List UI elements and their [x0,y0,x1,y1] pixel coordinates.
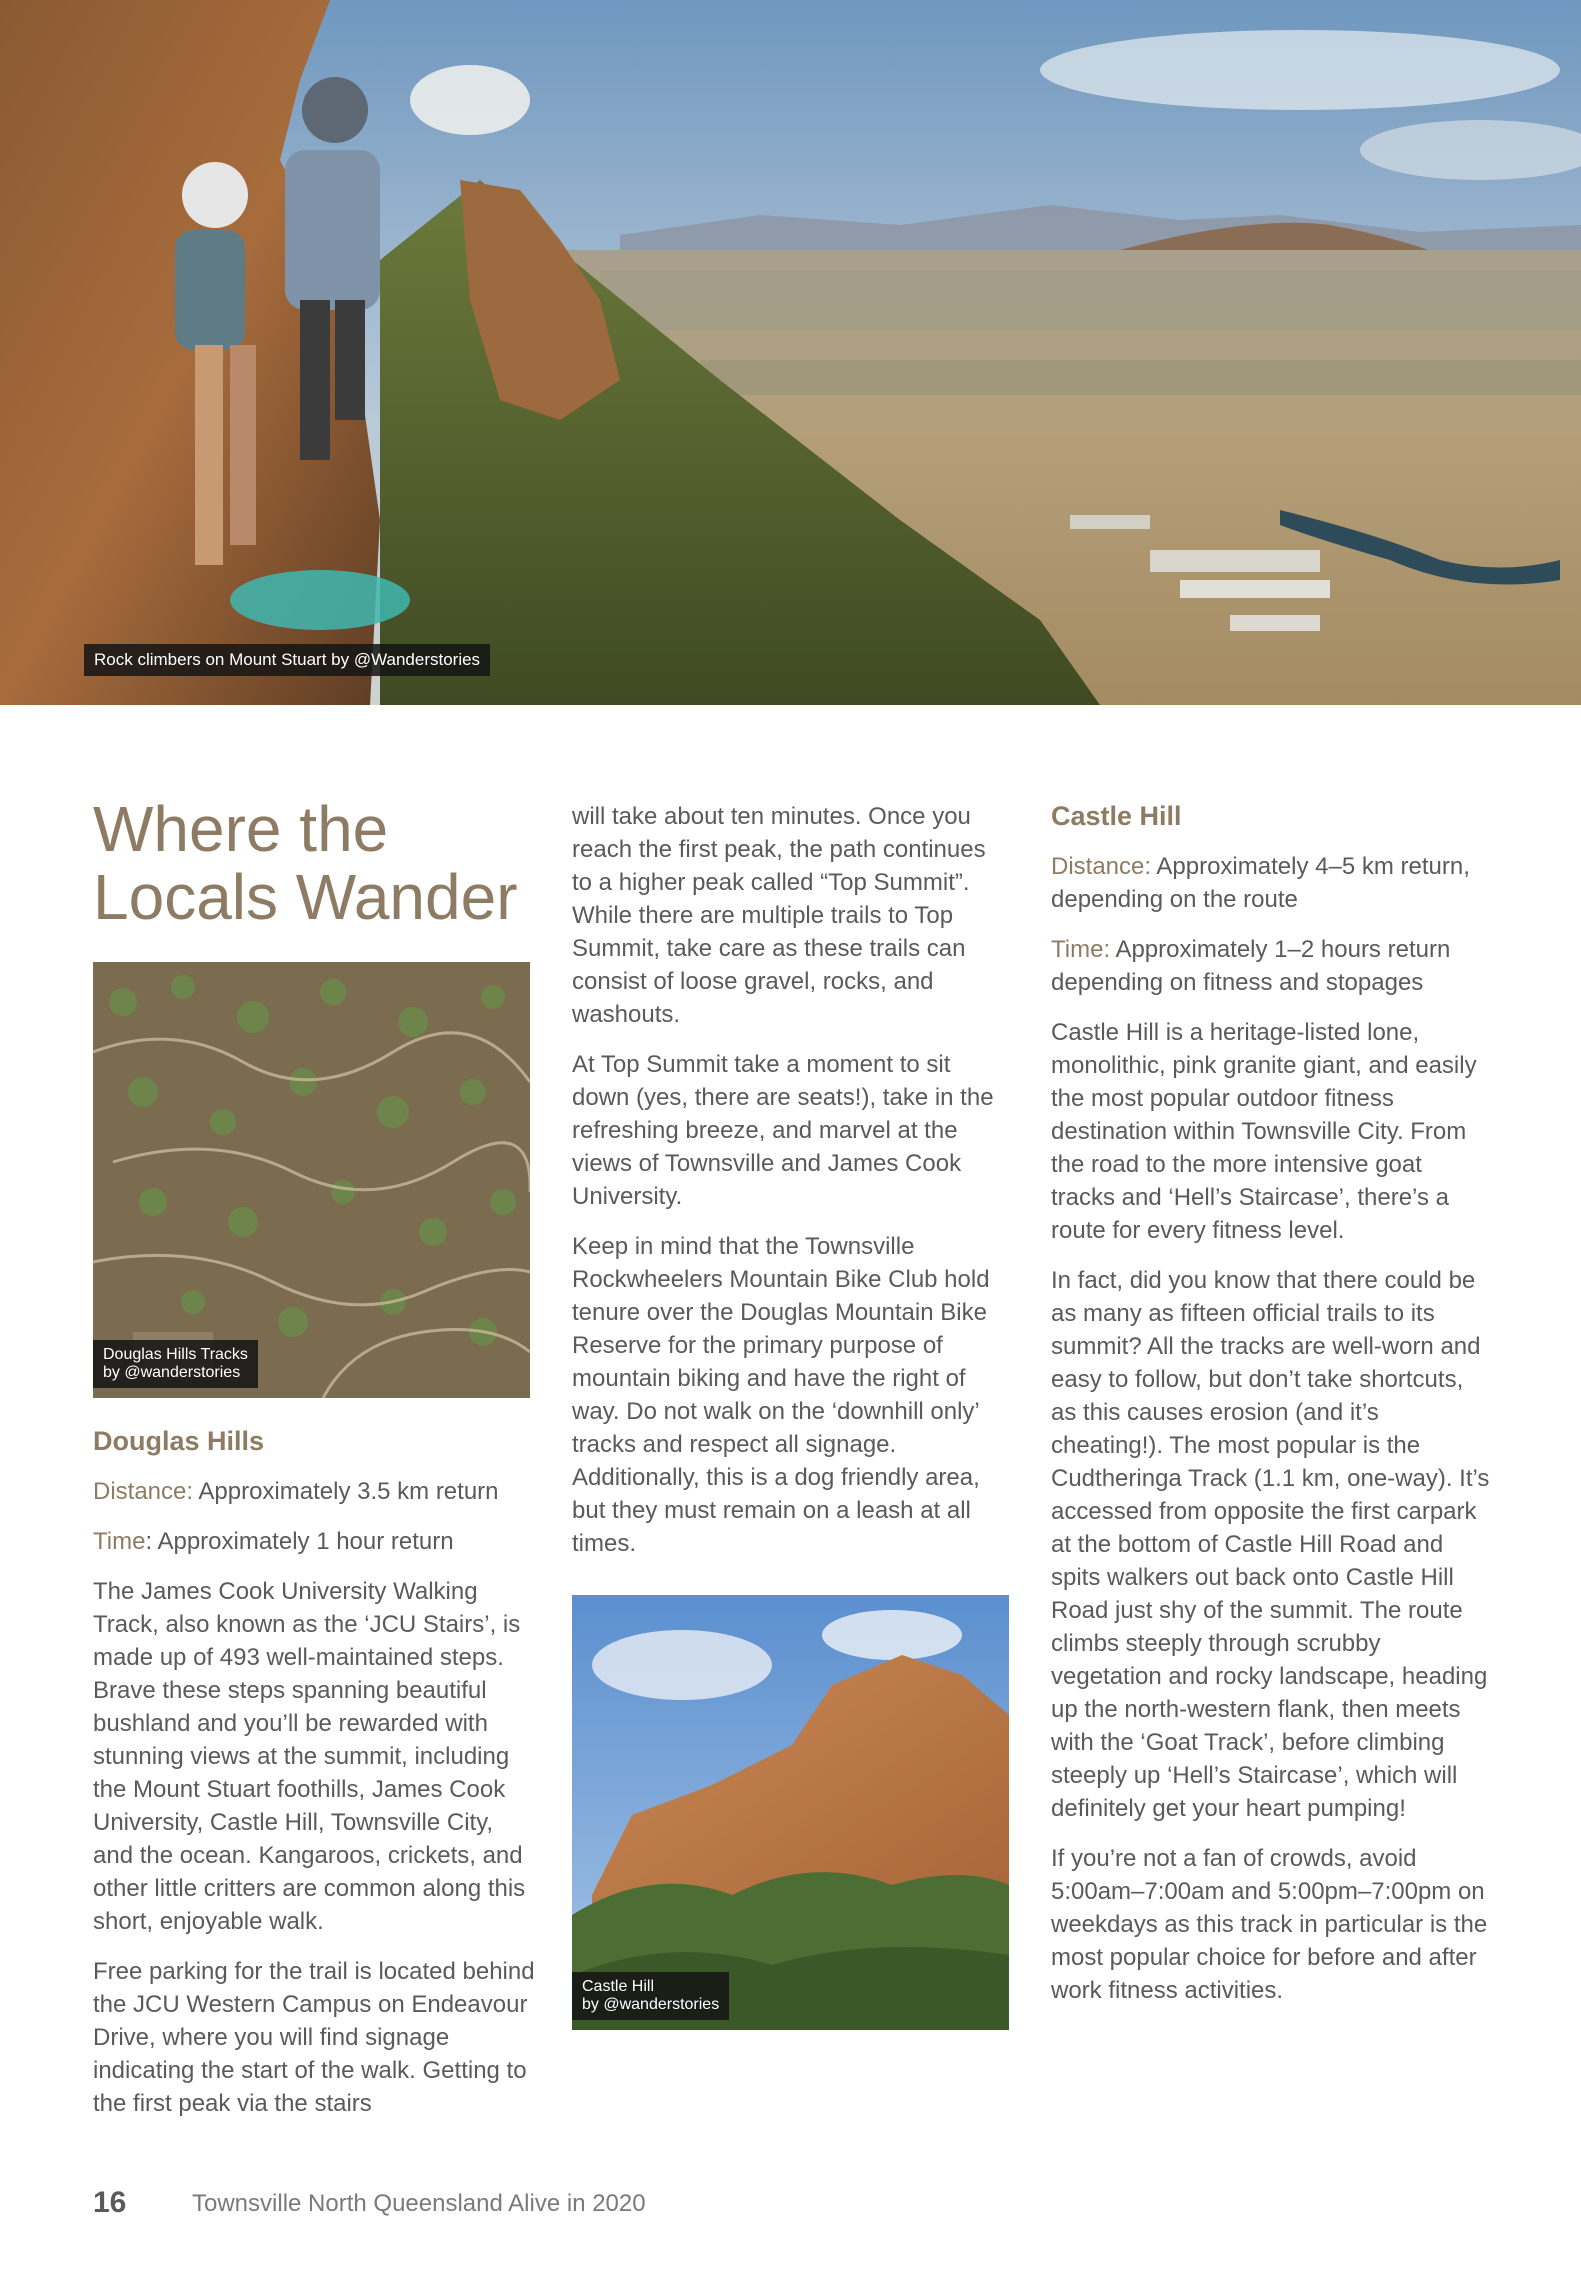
douglas-hills-illustration [93,962,530,1398]
douglas-caption-line-1: Douglas Hills Tracks [103,1346,248,1363]
column-1 [93,1425,538,2137]
douglas-paragraph-1: The James Cook University Walking Track, also known as the ‘JCU Stairs’, is made up of 493 well-maintained steps. Brave these steps spanning beautiful bushland and you’ll be rewarded with stunning views at the summit, including the Mount Stuart foothills, James Cook University, Castle Hill, Townsville City, and the ocean. Kangaroos, crickets, and other little critters are common along this short, enjoyable walk. [93,1578,526,1935]
douglas-paragraph-2: Free parking for the trail is located behind the JCU Western Campus on Endeavour Drive, where you will find signage indicating the start of the walk. Getting to the first peak via the stairs [93,1958,535,2117]
douglas-hills-title: Douglas Hills [93,1426,265,1456]
douglas-time [93,1525,538,1558]
castle-paragraph-3: If you’re not a fan of crowds, avoid 5:00am–7:00am and 5:00pm–7:00pm on weekdays as this track in particular is the most popular choice for before and after work fitness activities. [1051,1845,1488,2004]
page-heading [93,795,543,931]
castle-hill-illustration [572,1595,1009,2030]
castle-time [1051,933,1491,999]
castle-caption-line-1: Castle Hill [582,1978,655,1995]
douglas-time-label: Time [93,1528,146,1555]
page-number: 16 [93,2186,127,2219]
castle-paragraph-2: In fact, did you know that there could be as many as fifteen official trails to its summit? All the tracks are well-worn and easy to follow, but don’t take shortcuts, as this causes erosion (and it’s cheating!). The most popular is the Cudtheringa Track (1.1 km, one-way). It’s accessed from opposite the first carpark at the bottom of Castle Hill Road and spits walkers out back onto Castle Hill Road just shy of the summit. The route climbs steeply through scrubby vegetation and rocky landscape, heading up the north-western flank, then meets with the ‘Goat Track’, before climbing steeply up ‘Hell’s Staircase’, which will definitely get your heart pumping! [1051,1267,1490,1822]
castle-time-label: Time: [1051,936,1111,963]
douglas-paragraph-3: will take about ten minutes. Once you reach the first peak, the path continues to a higher peak called “Top Summit”. While there are multiple trails to Top Summit, take care as these trails can consist of loose gravel, rocks, and washouts. [572,803,986,1028]
castle-hill-title: Castle Hill [1051,801,1182,831]
hero-caption: Rock climbers on Mount Stuart by @Wanderstories [84,644,490,676]
douglas-distance [93,1475,538,1508]
douglas-caption-line-2: by @wanderstories [103,1364,241,1381]
castle-paragraph-1: Castle Hill is a heritage-listed lone, monolithic, pink granite giant, and easily the most popular outdoor fitness destination within Townsville City. From the road to the more intensive goat tracks and ‘Hell’s Staircase’, there’s a route for every fitness level. [1051,1019,1477,1244]
douglas-distance-label: Distance: [93,1478,194,1505]
castle-hill-caption [572,1972,729,2020]
heading-line-2: Locals Wander [93,861,518,933]
douglas-paragraph-4: At Top Summit take a moment to sit down (yes, there are seats!), take in the refreshing breeze, and marvel at the views of Townsville and James Cook University. [572,1051,994,1210]
douglas-hills-caption [93,1340,258,1388]
castle-time-value: Approximately 1–2 hours return depending on fitness and stopages [1051,936,1451,996]
douglas-distance-value: Approximately 3.5 km return [193,1478,499,1505]
douglas-hills-image [93,962,530,1398]
castle-distance-value: Approximately 4–5 km return, depending on the route [1051,853,1470,913]
hero-image [0,0,1581,705]
castle-distance [1051,850,1491,916]
column-3 [1051,800,1491,2024]
hero-illustration [0,0,1581,705]
publication-title: Townsville North Queensland Alive in 2020 [192,2190,646,2217]
douglas-time-value: : Approximately 1 hour return [145,1528,454,1555]
heading-line-1: Where the [93,793,389,865]
castle-caption-line-2: by @wanderstories [582,1996,720,2013]
castle-hill-image [572,1595,1009,2030]
castle-distance-label: Distance: [1051,853,1152,880]
douglas-paragraph-5: Keep in mind that the Townsville Rockwheelers Mountain Bike Club hold tenure over the Douglas Mountain Bike Reserve for the primary purpose of mountain biking and have the right of way. Do not walk on the ‘downhill only’ tracks and respect all signage. Additionally, this is a dog friendly area, but they must remain on a leash at all times. [572,1233,990,1557]
column-2 [572,800,1012,1577]
